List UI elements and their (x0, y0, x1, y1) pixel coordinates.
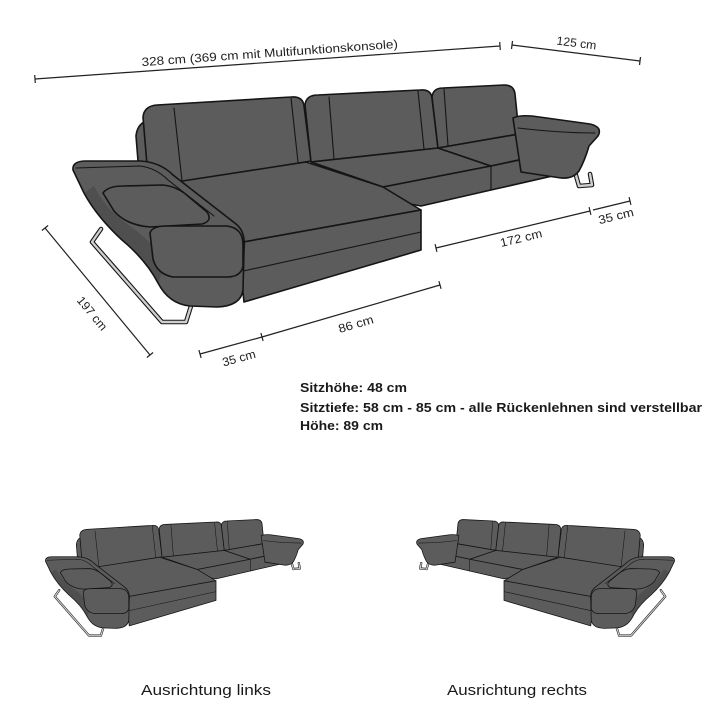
orientation-right (417, 520, 675, 699)
orientation-right-label: Ausrichtung rechts (447, 682, 587, 699)
dimension-label-chaise-length: 197 cm (73, 293, 110, 333)
spec-seat-depth: Sitztiefe: 58 cm - 85 cm - alle Rückenlehnen sind verstellbar (300, 400, 702, 415)
sofa-thumbnail-right (417, 520, 675, 636)
orientation-left (45, 520, 303, 699)
orientation-left-label: Ausrichtung links (141, 682, 271, 699)
dimension-right-section (512, 34, 641, 65)
dimension-tick (640, 57, 641, 65)
dimension-label-total-width: 328 cm (369 cm mit Multifunktionskonsole) (141, 39, 369, 70)
specifications (300, 380, 702, 433)
dimension-left-armrest (199, 333, 263, 369)
dimension-right-armrest (593, 197, 635, 227)
leg-right (575, 172, 592, 186)
spec-height: Höhe: 89 cm (300, 418, 383, 433)
dimension-label-right-armrest: 35 cm (596, 205, 632, 228)
dimension-tick (512, 41, 513, 49)
dimension-label-chaise-width: 86 cm (336, 313, 372, 336)
sofa-main (73, 85, 599, 322)
armrest-left-cap (150, 226, 243, 277)
dimension-label-left-armrest: 35 cm (220, 347, 256, 370)
dimension-tick (500, 42, 501, 50)
dimension-total-width (35, 37, 501, 83)
dimension-right-seat-width (435, 207, 591, 252)
spec-seat-height: Sitzhöhe: 48 cm (300, 380, 407, 395)
dimension-label-right-seat-width: 172 cm (498, 227, 541, 250)
dimension-tick (35, 75, 36, 83)
sofa-thumbnail-left (45, 520, 303, 636)
dimension-label-right-section: 125 cm (555, 33, 597, 53)
armrest-right (513, 116, 599, 178)
